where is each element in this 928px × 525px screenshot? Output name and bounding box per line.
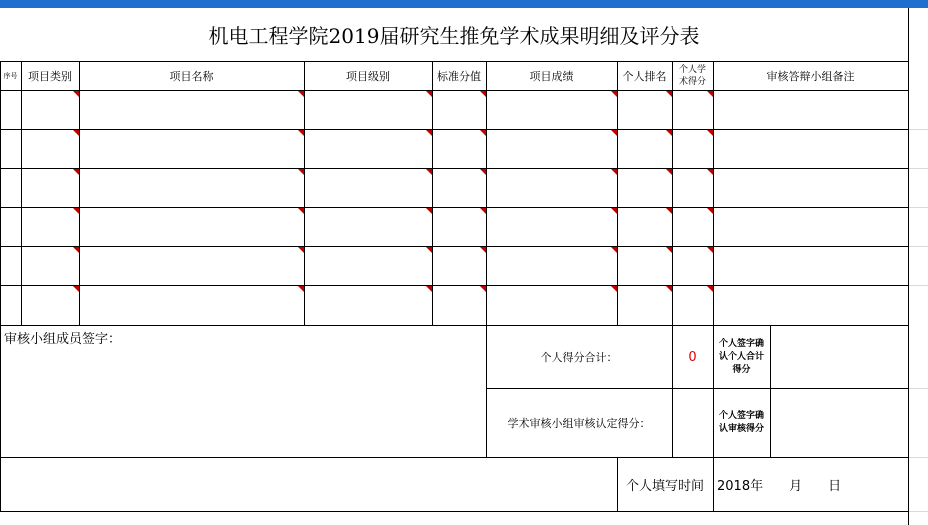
fill-date-month: 月 xyxy=(789,479,803,494)
header-category: 项目类别 xyxy=(28,70,72,83)
row-1-level-cell[interactable] xyxy=(305,91,432,129)
confirm-total-label xyxy=(713,326,770,388)
fill-date-field[interactable] xyxy=(713,458,908,511)
border xyxy=(908,8,909,525)
row-4-remark-cell[interactable] xyxy=(714,208,908,246)
header-standard: 标准分值 xyxy=(437,70,481,83)
row-3-category-cell[interactable] xyxy=(22,169,79,207)
row-3-remark-cell[interactable] xyxy=(714,169,908,207)
row-4-level-cell[interactable] xyxy=(305,208,432,246)
comment-marker-icon[interactable] xyxy=(666,130,672,136)
comment-marker-icon[interactable] xyxy=(426,130,432,136)
row-4-result-cell[interactable] xyxy=(487,208,617,246)
header-score-line1: 个人学 xyxy=(678,65,706,75)
comment-marker-icon[interactable] xyxy=(666,169,672,175)
row-5-level-cell[interactable] xyxy=(305,247,432,285)
comment-marker-icon[interactable] xyxy=(73,247,79,253)
row-2-seq-cell[interactable] xyxy=(1,130,21,168)
row-6-category-cell[interactable] xyxy=(22,286,79,325)
comment-marker-icon[interactable] xyxy=(611,130,617,136)
comment-marker-icon[interactable] xyxy=(666,91,672,97)
row-6-rank-cell[interactable] xyxy=(618,286,672,325)
comment-marker-icon[interactable] xyxy=(298,208,304,214)
row-4-name-cell[interactable] xyxy=(80,208,304,246)
spreadsheet-grid[interactable] xyxy=(0,8,928,525)
row-1-remark-cell[interactable] xyxy=(714,91,908,129)
row-6-seq-cell[interactable] xyxy=(1,286,21,325)
row-4-standard-cell[interactable] xyxy=(433,208,486,246)
comment-marker-icon[interactable] xyxy=(298,286,304,292)
comment-marker-icon[interactable] xyxy=(480,208,486,214)
header-level: 项目级别 xyxy=(346,70,390,83)
comment-marker-icon[interactable] xyxy=(707,286,713,292)
comment-marker-icon[interactable] xyxy=(707,169,713,175)
row-2-name-cell[interactable] xyxy=(80,130,304,168)
row-5-name-cell[interactable] xyxy=(80,247,304,285)
comment-marker-icon[interactable] xyxy=(298,130,304,136)
comment-marker-icon[interactable] xyxy=(73,286,79,292)
header-remark: 审核答辩小组备注 xyxy=(766,70,855,83)
header-score-line2: 术得分 xyxy=(678,77,706,87)
comment-marker-icon[interactable] xyxy=(707,91,713,97)
comment-marker-icon[interactable] xyxy=(426,91,432,97)
comment-marker-icon[interactable] xyxy=(611,208,617,214)
row-1-name-cell[interactable] xyxy=(80,91,304,129)
review-score-label: 学术审核小组审核认定得分： xyxy=(507,417,651,430)
comment-marker-icon[interactable] xyxy=(426,169,432,175)
confirm-total-line3: 得分 xyxy=(732,364,751,375)
confirm-review-line1: 个人签字确 xyxy=(718,411,764,421)
comment-marker-icon[interactable] xyxy=(73,91,79,97)
comment-marker-icon[interactable] xyxy=(73,208,79,214)
comment-marker-icon[interactable] xyxy=(707,247,713,253)
comment-marker-icon[interactable] xyxy=(426,208,432,214)
comment-marker-icon[interactable] xyxy=(298,91,304,97)
header-result: 项目成绩 xyxy=(529,70,574,83)
row-2-remark-cell[interactable] xyxy=(714,130,908,168)
comment-marker-icon[interactable] xyxy=(298,169,304,175)
review-score-value[interactable] xyxy=(673,389,713,457)
page-title: 机电工程学院2019届研究生推免学术成果明细及评分表 xyxy=(208,24,700,48)
row-3-standard-cell[interactable] xyxy=(433,169,486,207)
gridline xyxy=(908,129,928,130)
row-2-result-cell[interactable] xyxy=(487,130,617,168)
header-score xyxy=(672,62,713,90)
row-3-rank-cell[interactable] xyxy=(618,169,672,207)
row-4-category-cell[interactable] xyxy=(22,208,79,246)
gridline xyxy=(908,457,928,458)
comment-marker-icon[interactable] xyxy=(426,286,432,292)
row-5-result-cell[interactable] xyxy=(487,247,617,285)
gridline xyxy=(908,246,928,247)
row-6-name-cell[interactable] xyxy=(80,286,304,325)
comment-marker-icon[interactable] xyxy=(611,169,617,175)
gridline xyxy=(908,168,928,169)
header-seq: 序号 xyxy=(3,72,18,80)
comment-marker-icon[interactable] xyxy=(707,130,713,136)
total-score-label: 个人得分合计： xyxy=(540,351,618,364)
confirm-review-signature[interactable] xyxy=(771,389,908,457)
row-3-seq-cell[interactable] xyxy=(1,169,21,207)
comment-marker-icon[interactable] xyxy=(611,247,617,253)
gridline xyxy=(908,285,928,286)
total-score-value[interactable]: 0 xyxy=(688,349,697,365)
border xyxy=(0,511,908,512)
row-2-category-cell[interactable] xyxy=(22,130,79,168)
row-5-category-cell[interactable] xyxy=(22,247,79,285)
row-6-standard-cell[interactable] xyxy=(433,286,486,325)
row-1-result-cell[interactable] xyxy=(487,91,617,129)
row-5-remark-cell[interactable] xyxy=(714,247,908,285)
comment-marker-icon[interactable] xyxy=(480,91,486,97)
header-name: 项目名称 xyxy=(169,70,214,83)
comment-marker-icon[interactable] xyxy=(480,130,486,136)
gridline xyxy=(908,388,928,389)
comment-marker-icon[interactable] xyxy=(611,286,617,292)
comment-marker-icon[interactable] xyxy=(480,286,486,292)
comment-marker-icon[interactable] xyxy=(480,247,486,253)
row-3-level-cell[interactable] xyxy=(305,169,432,207)
confirm-review-line2: 认审核得分 xyxy=(718,424,764,434)
fill-date-day: 日 xyxy=(828,479,842,494)
row-3-name-cell[interactable] xyxy=(80,169,304,207)
row-5-standard-cell[interactable] xyxy=(433,247,486,285)
confirm-total-signature[interactable] xyxy=(771,326,908,388)
confirm-review-label xyxy=(713,389,770,457)
comment-marker-icon[interactable] xyxy=(73,169,79,175)
row-1-rank-cell[interactable] xyxy=(618,91,672,129)
row-5-seq-cell[interactable] xyxy=(1,247,21,285)
gridline xyxy=(908,207,928,208)
fill-date-year: 2018年 xyxy=(717,479,764,494)
row-6-level-cell[interactable] xyxy=(305,286,432,325)
row-6-result-cell[interactable] xyxy=(487,286,617,325)
row-6-remark-cell[interactable] xyxy=(714,286,908,325)
comment-marker-icon[interactable] xyxy=(73,130,79,136)
selection-bar xyxy=(0,0,928,8)
row-4-seq-cell[interactable] xyxy=(1,208,21,246)
row-1-seq-cell[interactable] xyxy=(1,91,21,129)
review-sign-field[interactable] xyxy=(1,348,485,456)
confirm-total-line2: 认个人合计 xyxy=(718,351,764,362)
comment-marker-icon[interactable] xyxy=(666,208,672,214)
row-2-level-cell[interactable] xyxy=(305,130,432,168)
review-sign-label: 审核小组成员签字： xyxy=(4,331,122,346)
comment-marker-icon[interactable] xyxy=(426,247,432,253)
row-3-result-cell[interactable] xyxy=(487,169,617,207)
row-5-rank-cell[interactable] xyxy=(618,247,672,285)
row-1-category-cell[interactable] xyxy=(22,91,79,129)
comment-marker-icon[interactable] xyxy=(707,208,713,214)
comment-marker-icon[interactable] xyxy=(611,91,617,97)
row-4-rank-cell[interactable] xyxy=(618,208,672,246)
row-2-standard-cell[interactable] xyxy=(433,130,486,168)
comment-marker-icon[interactable] xyxy=(480,169,486,175)
header-rank: 个人排名 xyxy=(622,70,667,83)
comment-marker-icon[interactable] xyxy=(666,247,672,253)
confirm-total-line1: 个人签字确 xyxy=(718,338,764,349)
row-1-standard-cell[interactable] xyxy=(433,91,486,129)
comment-marker-icon[interactable] xyxy=(298,247,304,253)
comment-marker-icon[interactable] xyxy=(666,286,672,292)
row-2-rank-cell[interactable] xyxy=(618,130,672,168)
fill-time-label: 个人填写时间 xyxy=(625,479,704,494)
